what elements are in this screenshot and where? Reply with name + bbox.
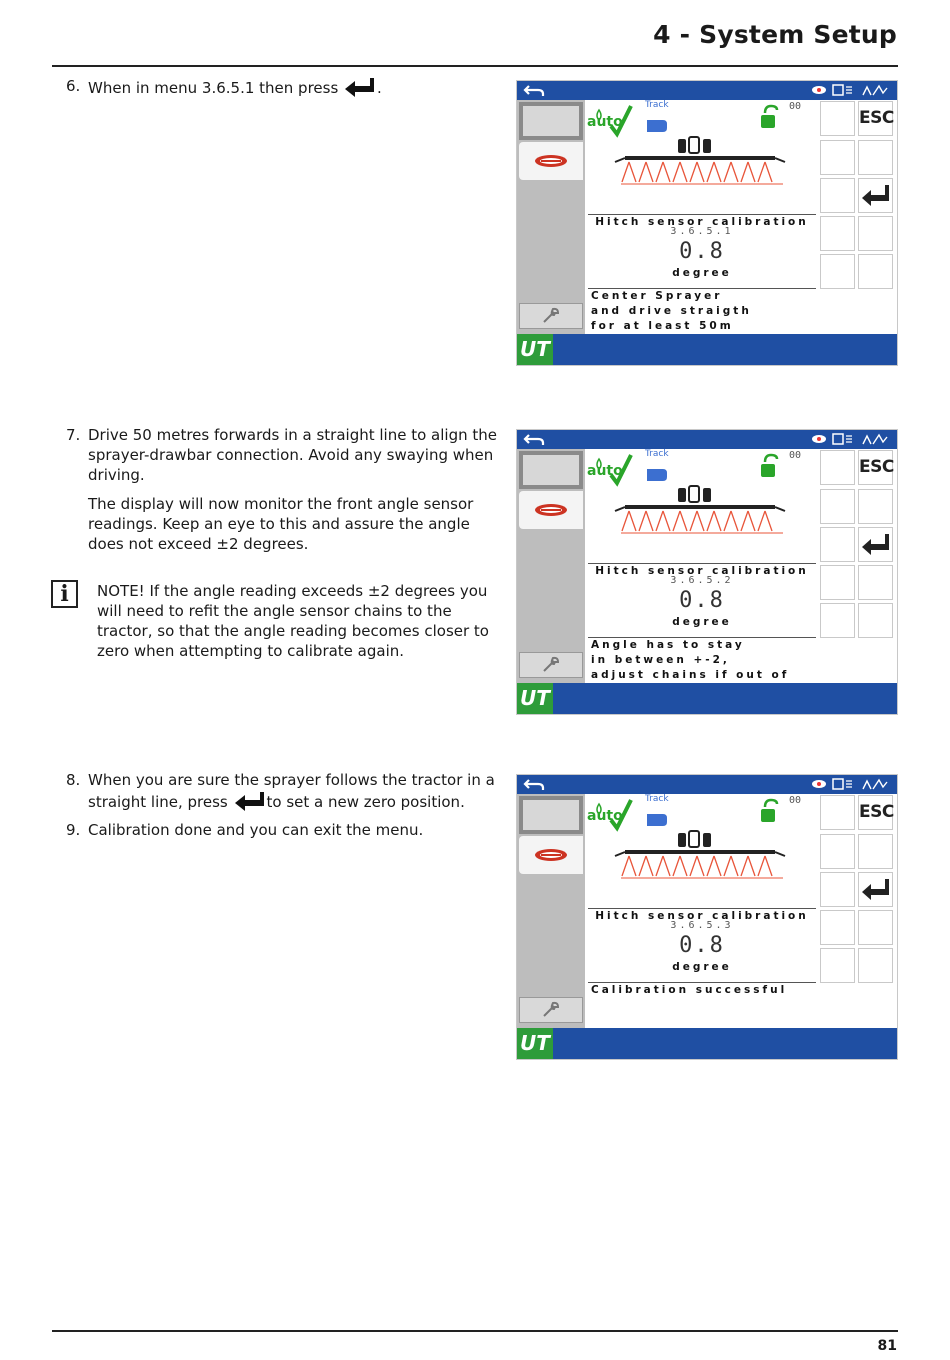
lock-open-icon <box>761 455 777 477</box>
wrench-icon <box>520 304 582 328</box>
menu-code: 3.6.5.2 <box>670 575 734 586</box>
step-number: 7. <box>66 426 81 444</box>
main-area <box>585 449 819 683</box>
step-8 <box>66 770 506 812</box>
back-arrow-icon[interactable] <box>523 432 547 447</box>
softkey-empty[interactable] <box>820 795 855 830</box>
softkey-empty[interactable] <box>858 489 893 524</box>
info-icon: i <box>51 580 78 608</box>
softkey-empty[interactable] <box>858 910 893 945</box>
ut-logo[interactable]: UT <box>517 334 553 365</box>
menu-code: 3.6.5.3 <box>670 920 734 931</box>
track-label: Track <box>645 449 669 459</box>
hardi-logo-icon <box>519 836 583 874</box>
note-text: NOTE! If the angle reading exceeds ±2 degrees you will need to refit the angle sensor chains to the tractor, so that the angle reading becomes closer to zero when attempting to calibrate again. <box>97 582 489 660</box>
bottom-bar <box>517 1028 897 1059</box>
top-bar <box>517 81 897 100</box>
track-icon <box>647 120 667 132</box>
status-icons <box>809 777 895 792</box>
message-line: for at least 50m <box>591 320 734 332</box>
message-line: in between +-2, <box>591 654 730 666</box>
lock-open-icon <box>761 800 777 822</box>
esc-button[interactable]: ESC <box>858 795 893 830</box>
enter-key-icon <box>343 76 377 98</box>
left-panel <box>517 794 585 1028</box>
softkey-empty[interactable] <box>820 565 855 600</box>
enter-key-icon <box>859 528 892 561</box>
page-header-title: 4 - System Setup <box>653 20 897 49</box>
softkey-empty[interactable] <box>820 101 855 136</box>
instruction-message <box>591 289 752 334</box>
auto-label: auto <box>587 114 623 130</box>
instruction-message <box>591 983 787 998</box>
softkey-panel <box>819 794 897 1028</box>
tab-hardi[interactable] <box>519 836 583 874</box>
step-text-end: . <box>377 79 382 97</box>
softkey-panel <box>819 449 897 683</box>
softkey-panel <box>819 100 897 334</box>
step-text: When in menu 3.6.5.1 then press <box>88 79 339 97</box>
track-icon <box>647 469 667 481</box>
enter-key-icon <box>233 790 267 812</box>
auto-label: auto <box>587 463 623 479</box>
hardi-logo-icon <box>519 491 583 529</box>
tab-overview[interactable] <box>519 102 583 140</box>
settings-wrench-button[interactable] <box>519 652 583 678</box>
step-text: Drive 50 metres forwards in a straight line to align the sprayer-drawbar connection. Avoid any swaying when driving. <box>88 426 497 484</box>
settings-wrench-button[interactable] <box>519 997 583 1023</box>
softkey-empty[interactable] <box>858 254 893 289</box>
angle-value: 0.8 <box>679 239 725 264</box>
softkey-empty[interactable] <box>858 603 893 638</box>
counter-readout: 00 <box>789 101 802 112</box>
enter-button[interactable] <box>858 527 893 562</box>
track-icon <box>647 814 667 826</box>
page-number: 81 <box>877 1338 897 1354</box>
auto-label: auto <box>587 808 623 824</box>
step-text-end: to set a new zero position. <box>266 793 465 811</box>
back-arrow-icon[interactable] <box>523 83 547 98</box>
tab-hardi[interactable] <box>519 491 583 529</box>
tab-overview[interactable] <box>519 451 583 489</box>
softkey-empty[interactable] <box>820 140 855 175</box>
menu-code: 3.6.5.1 <box>670 226 734 237</box>
esc-button[interactable]: ESC <box>858 450 893 485</box>
angle-value: 0.8 <box>679 933 725 958</box>
main-area <box>585 100 819 334</box>
enter-button[interactable] <box>858 178 893 213</box>
ut-logo[interactable]: UT <box>517 683 553 714</box>
step-text: When you are sure the sprayer follows the tractor in a straight line, press <box>88 771 495 811</box>
softkey-empty[interactable] <box>858 216 893 251</box>
left-panel <box>517 100 585 334</box>
ut-logo[interactable]: UT <box>517 1028 553 1059</box>
softkey-empty[interactable] <box>820 948 855 983</box>
softkey-empty[interactable] <box>820 254 855 289</box>
softkey-empty[interactable] <box>858 948 893 983</box>
main-area <box>585 794 819 1028</box>
softkey-empty[interactable] <box>858 140 893 175</box>
enter-button[interactable] <box>858 872 893 907</box>
calibration-title: Hitch sensor calibration <box>595 216 809 228</box>
step-9 <box>66 820 506 840</box>
softkey-empty[interactable] <box>820 872 855 907</box>
softkey-empty[interactable] <box>820 527 855 562</box>
tab-overview[interactable] <box>519 796 583 834</box>
terminal-screen-1 <box>516 80 898 366</box>
softkey-empty[interactable] <box>858 834 893 869</box>
softkey-empty[interactable] <box>820 603 855 638</box>
footer-rule <box>52 1330 898 1332</box>
step-text-2: The display will now monitor the front angle sensor readings. Keep an eye to this and assure the angle does not exceed ±2 degrees. <box>88 495 474 553</box>
softkey-empty[interactable] <box>820 910 855 945</box>
softkey-empty[interactable] <box>820 834 855 869</box>
softkey-empty[interactable] <box>820 489 855 524</box>
angle-value: 0.8 <box>679 588 725 613</box>
left-panel <box>517 449 585 683</box>
lock-open-icon <box>761 106 777 128</box>
message-line: Angle has to stay <box>591 639 745 651</box>
softkey-empty[interactable] <box>820 178 855 213</box>
message-line: Calibration successful <box>591 984 788 996</box>
status-icons <box>809 432 895 447</box>
softkey-empty[interactable] <box>858 565 893 600</box>
tab-hardi[interactable] <box>519 142 583 180</box>
terminal-screen-2 <box>516 429 898 715</box>
wrench-icon <box>520 998 582 1022</box>
step-number: 8. <box>66 771 81 789</box>
calibration-title: Hitch sensor calibration <box>595 565 809 577</box>
enter-key-icon <box>859 179 892 212</box>
bottom-bar <box>517 334 897 365</box>
boom-icon <box>615 486 785 533</box>
counter-readout: 00 <box>789 795 802 806</box>
top-bar <box>517 775 897 794</box>
step-text: Calibration done and you can exit the menu. <box>88 821 424 839</box>
top-bar <box>517 430 897 449</box>
step-number: 9. <box>66 821 81 839</box>
back-arrow-icon[interactable] <box>523 777 547 792</box>
softkey-empty[interactable] <box>820 216 855 251</box>
hardi-logo-icon <box>519 142 583 180</box>
message-line: and drive straigth <box>591 305 752 317</box>
message-line: Center Sprayer <box>591 290 723 302</box>
softkey-empty[interactable] <box>820 450 855 485</box>
boom-icon <box>615 831 785 878</box>
wrench-icon <box>520 653 582 677</box>
angle-unit: degree <box>672 267 732 279</box>
track-label: Track <box>645 794 669 804</box>
step-number: 6. <box>66 77 81 95</box>
settings-wrench-button[interactable] <box>519 303 583 329</box>
boom-icon <box>615 137 785 184</box>
angle-unit: degree <box>672 616 732 628</box>
step-6 <box>66 76 506 98</box>
esc-button[interactable]: ESC <box>858 101 893 136</box>
counter-readout: 00 <box>789 450 802 461</box>
message-line: adjust chains if out of <box>591 669 790 681</box>
status-icons <box>809 83 895 98</box>
enter-key-icon <box>859 873 892 906</box>
angle-unit: degree <box>672 961 732 973</box>
step-7 <box>66 425 506 554</box>
terminal-screen-3 <box>516 774 898 1060</box>
track-label: Track <box>645 100 669 110</box>
bottom-bar <box>517 683 897 714</box>
header-rule <box>52 65 898 67</box>
calibration-title: Hitch sensor calibration <box>595 910 809 922</box>
